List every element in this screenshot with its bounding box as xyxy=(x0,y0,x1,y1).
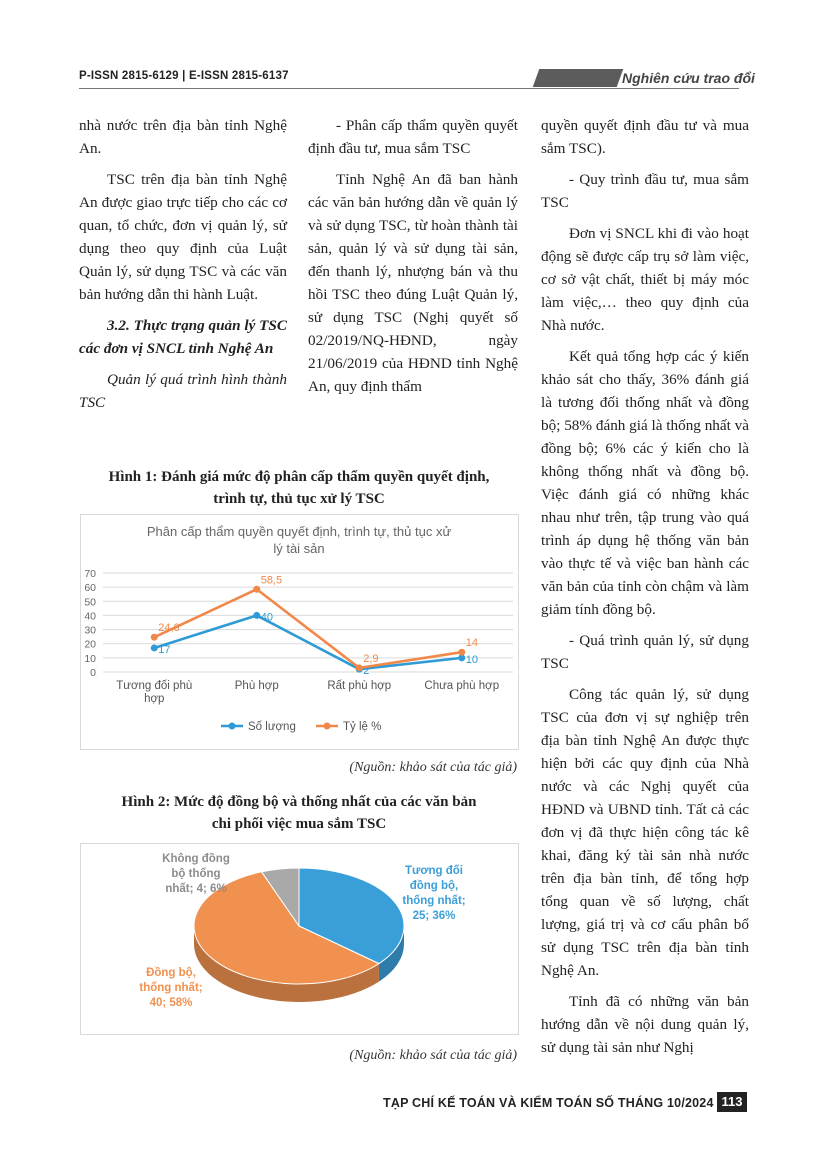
pie-data-label: thống nhất; xyxy=(402,895,466,907)
paragraph: Đơn vị SNCL khi đi vào hoạt động sẽ được cấp trụ sở làm việc, cơ sở vật chất, thiết bị máy móc làm việc,… theo quy định của Nhà nước. xyxy=(541,225,749,334)
paragraph: quyền quyết định đầu tư và mua sắm TSC). xyxy=(541,117,749,157)
figure-2-caption-line: chi phối việc mua sắm TSC xyxy=(211,816,387,832)
paragraph: - Quá trình quản lý, sử dụng TSC xyxy=(541,632,749,672)
paragraph: nhà nước trên địa bàn tỉnh Nghệ An. xyxy=(79,117,287,157)
pie-data-label: 40; 58% xyxy=(149,997,193,1009)
data-label: 17 xyxy=(158,643,171,656)
pie-data-label: đồng bộ, xyxy=(409,880,459,892)
issn-header: P-ISSN 2815-6129 | E-ISSN 2815-6137 xyxy=(79,70,289,82)
y-tick-label: 20 xyxy=(84,638,96,651)
figure-1-chart xyxy=(80,514,519,750)
figure-1-caption xyxy=(79,466,519,510)
x-tick-label: hợp xyxy=(144,693,165,705)
section-heading: 3.2. Thực trạng quản lý TSC các đơn vị SNCL tỉnh Nghệ An xyxy=(79,317,287,357)
figure-2-caption xyxy=(79,791,519,835)
header-band xyxy=(533,69,624,87)
paragraph: - Quy trình đầu tư, mua sắm TSC xyxy=(541,171,749,211)
series-line xyxy=(154,615,462,669)
text-column-3 xyxy=(541,114,749,1067)
paragraph: Tỉnh Nghệ An đã ban hành các văn bản hướng dẫn về quản lý và sử dụng TSC, từ hoàn thành tài sản, quản lý và sử dụng tài sản, đến thanh lý, nhượng bán và thu hồi TSC theo đúng Luật Quản lý, sử dụng TSC (Nghị quyết số 02/2019/NQ-HĐND, ngày 21/06/2019 của HĐND tỉnh Nghệ An, quy định thẩm xyxy=(308,171,518,395)
line-chart-svg xyxy=(81,515,518,749)
y-tick-label: 0 xyxy=(90,667,96,679)
paragraph: TSC trên địa bàn tỉnh Nghệ An được giao trực tiếp cho các cơ quan, tổ chức, đơn vị quản lý, sử dụng theo quy định của Luật Quản lý, sử dụng TSC và các văn bản hướng dẫn thi hành Luật. xyxy=(79,171,287,303)
subsection-heading: Quản lý quá trình hình thành TSC xyxy=(79,371,287,411)
chart-title: Phân cấp thẩm quyền quyết định, trình tự, thủ tục xử xyxy=(146,524,452,539)
legend-marker xyxy=(324,723,331,730)
y-tick-label: 70 xyxy=(84,568,96,580)
data-point xyxy=(151,634,158,641)
figure-2-chart xyxy=(80,843,519,1035)
paragraph: Công tác quản lý, sử dụng TSC của đơn vị sự nghiệp trên địa bàn tỉnh Nghệ An được thực hiện bởi các quy định của Nhà nước và các Nghị quyết của HĐND và UBND tỉnh. Tất cả các đơn vị đã thực hiện công tác kê khai, đăng ký tài sản nhà nước trên địa bàn tỉnh, để tổng hợp tổng quan về số lượng, chất lượng, giá trị và cơ cấu phân bổ sử dụng TSC trên địa bàn tỉnh Nghệ An. xyxy=(541,686,749,979)
x-tick-label: Rất phù hợp xyxy=(327,680,392,692)
data-label: 2 xyxy=(363,665,370,678)
data-point xyxy=(458,649,465,656)
data-label: 2,9 xyxy=(363,652,379,665)
y-tick-label: 30 xyxy=(84,624,96,637)
text-column-1 xyxy=(79,114,287,422)
header-divider xyxy=(79,88,739,89)
data-point xyxy=(356,664,363,671)
x-tick-label: Phù hợp xyxy=(234,680,279,692)
figure-1-source: (Nguồn: khảo sát của tác giả) xyxy=(349,760,517,775)
data-label: 40 xyxy=(260,611,273,624)
data-label: 58,5 xyxy=(260,574,283,587)
pie-data-label: bộ thống xyxy=(171,868,221,880)
pie-chart-svg xyxy=(81,844,518,1034)
section-title: Nghiên cứu trao đổi xyxy=(622,70,755,86)
legend-marker xyxy=(229,723,236,730)
page-number: 113 xyxy=(717,1092,747,1112)
data-label: 14 xyxy=(465,637,478,650)
y-tick-label: 50 xyxy=(84,596,96,609)
figure-1-caption-line: trình tự, thủ tục xử lý TSC xyxy=(213,491,385,507)
paragraph: Tỉnh đã có những văn bản hướng dẫn về nội dung quản lý, sử dụng tài sản như Nghị xyxy=(541,993,749,1056)
legend-label: Số lượng xyxy=(248,721,296,733)
text-column-2 xyxy=(308,114,518,406)
y-tick-label: 40 xyxy=(84,610,96,623)
data-point xyxy=(253,586,260,593)
pie-data-label: thống nhất; xyxy=(139,982,203,994)
chart-title: lý tài sản xyxy=(273,541,325,556)
data-point xyxy=(151,644,158,651)
pie-data-label: 25; 36% xyxy=(412,910,456,922)
figure-2-caption-line: Hình 2: Mức độ đồng bộ và thống nhất của các văn bản xyxy=(121,794,477,810)
y-tick-label: 10 xyxy=(84,652,96,665)
paragraph: - Phân cấp thẩm quyền quyết định đầu tư, mua sắm TSC xyxy=(308,117,518,157)
pie-data-label: nhất; 4; 6% xyxy=(165,883,227,895)
x-tick-label: Chưa phù hợp xyxy=(424,680,500,692)
journal-footer: TẠP CHÍ KẾ TOÁN VÀ KIỂM TOÁN SỐ THÁNG 10/2024 xyxy=(383,1096,714,1110)
legend-label: Tỷ lệ % xyxy=(343,721,382,733)
data-label: 10 xyxy=(465,653,478,666)
data-label: 24,6 xyxy=(158,622,180,635)
figure-1-caption-line: Hình 1: Đánh giá mức độ phân cấp thẩm quyền quyết định, xyxy=(108,469,490,485)
x-tick-label: Tương đối phù xyxy=(116,680,193,692)
pie-data-label: Tương đối xyxy=(404,865,464,877)
pie-data-label: Đồng bộ, xyxy=(146,967,196,979)
data-point xyxy=(253,612,260,619)
pie-data-label: Không đồng xyxy=(162,853,230,865)
paragraph: Kết quả tổng hợp các ý kiến khảo sát cho thấy, 36% đánh giá là tương đối thống nhất và đồng bộ; 58% đánh giá là thống nhất và đồng bộ; 6% các ý kiến cho là không thống nhất và đồng bộ. Việc đánh giá có những khác nhau như trên, tập trung vào quá trình áp dụng hệ thống văn bản vào thực tế và việc ban hành các văn bản của tỉnh còn chậm và làm giảm tính đồng bộ. xyxy=(541,348,749,618)
figure-2-source: (Nguồn: khảo sát của tác giả) xyxy=(349,1048,517,1063)
y-tick-label: 60 xyxy=(84,582,96,595)
